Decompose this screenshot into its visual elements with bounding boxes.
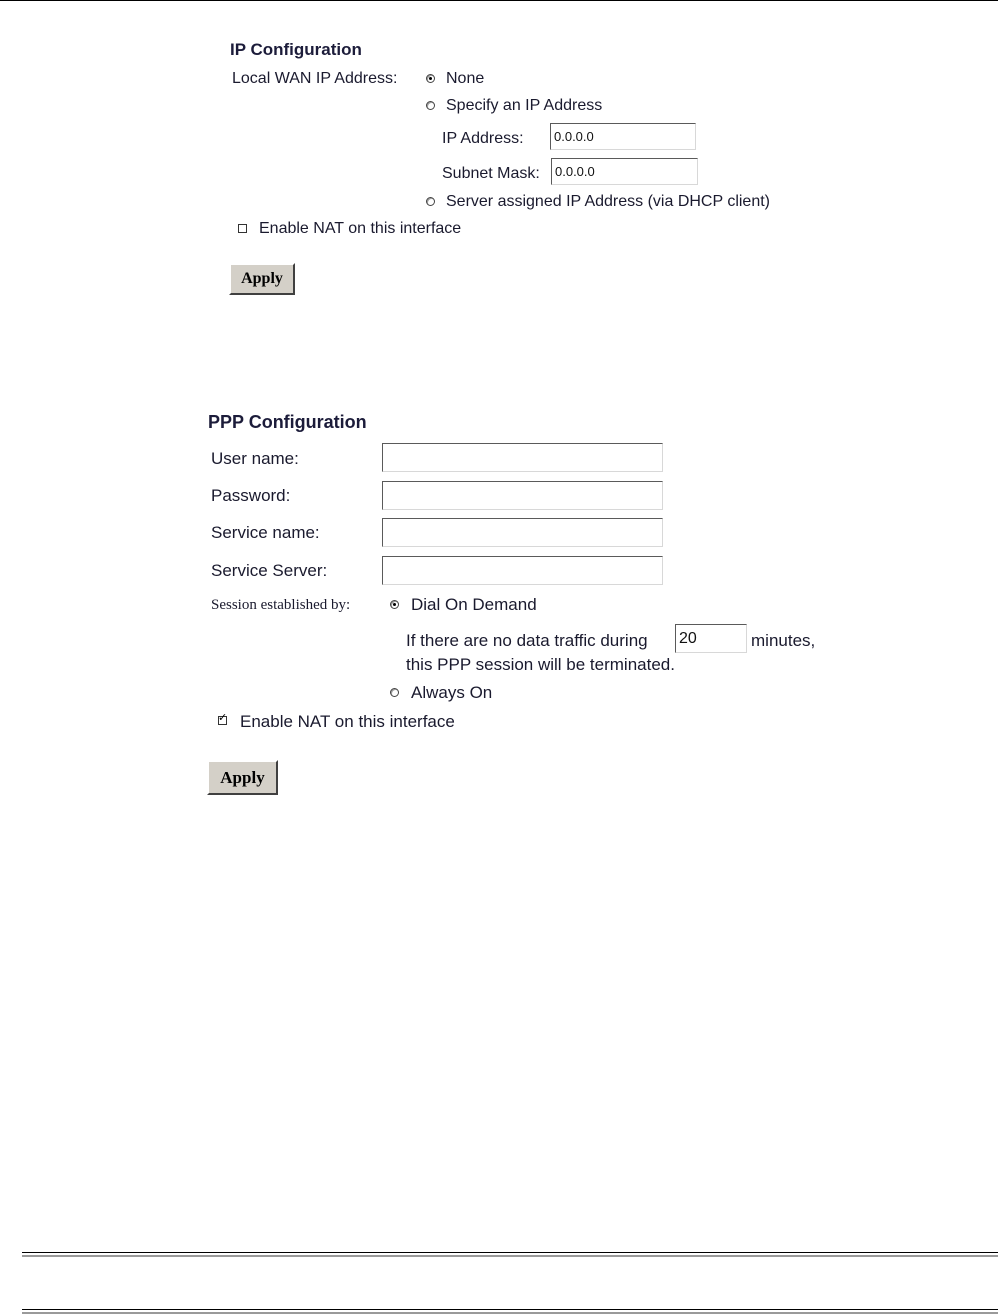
ppp-apply-button[interactable]: Apply [207, 760, 278, 795]
footer-rule-bottom [22, 1309, 998, 1314]
password-input[interactable] [382, 481, 663, 510]
check-icon: ✓ [218, 711, 228, 724]
idle-minutes-input[interactable] [675, 624, 747, 653]
radio-wan-dhcp-label[interactable]: Server assigned IP Address (via DHCP client) [446, 193, 770, 210]
ip-config-title: IP Configuration [230, 40, 362, 59]
radio-wan-dhcp[interactable] [426, 197, 435, 206]
service-name-input[interactable] [382, 518, 663, 547]
radio-wan-none-label[interactable]: None [446, 70, 485, 87]
radio-wan-none[interactable] [426, 74, 435, 83]
radio-wan-specify-label[interactable]: Specify an IP Address [446, 97, 603, 114]
ip-address-label: IP Address: [442, 130, 524, 147]
radio-dial-on-demand[interactable] [390, 600, 399, 609]
ip-nat-checkbox[interactable] [238, 224, 247, 233]
session-established-label: Session established by: [211, 597, 351, 613]
user-name-input[interactable] [382, 443, 663, 472]
password-label: Password: [211, 486, 291, 505]
top-rule [0, 0, 998, 1]
service-name-label: Service name: [211, 523, 320, 542]
radio-dial-on-demand-label[interactable]: Dial On Demand [411, 595, 537, 614]
ppp-config-title: PPP Configuration [208, 412, 367, 432]
idle-text-after: minutes, [751, 631, 816, 650]
radio-wan-specify[interactable] [426, 101, 435, 110]
local-wan-ip-label: Local WAN IP Address: [232, 70, 398, 87]
ppp-nat-checkbox[interactable] [218, 711, 228, 725]
service-server-input[interactable] [382, 556, 663, 585]
radio-always-on-label[interactable]: Always On [411, 683, 493, 702]
subnet-mask-label: Subnet Mask: [442, 165, 540, 182]
idle-text-line2: this PPP session will be terminated. [406, 655, 675, 674]
ppp-nat-label[interactable]: Enable NAT on this interface [240, 712, 455, 731]
ip-nat-label[interactable]: Enable NAT on this interface [259, 220, 462, 237]
user-name-label: User name: [211, 449, 299, 468]
radio-always-on[interactable] [390, 688, 399, 697]
subnet-mask-input[interactable] [551, 158, 698, 185]
footer-rule-top [22, 1252, 998, 1257]
idle-text-before: If there are no data traffic during [406, 631, 648, 650]
service-server-label: Service Server: [211, 561, 328, 580]
ip-address-input[interactable] [550, 123, 696, 150]
ip-apply-button[interactable]: Apply [229, 263, 295, 295]
